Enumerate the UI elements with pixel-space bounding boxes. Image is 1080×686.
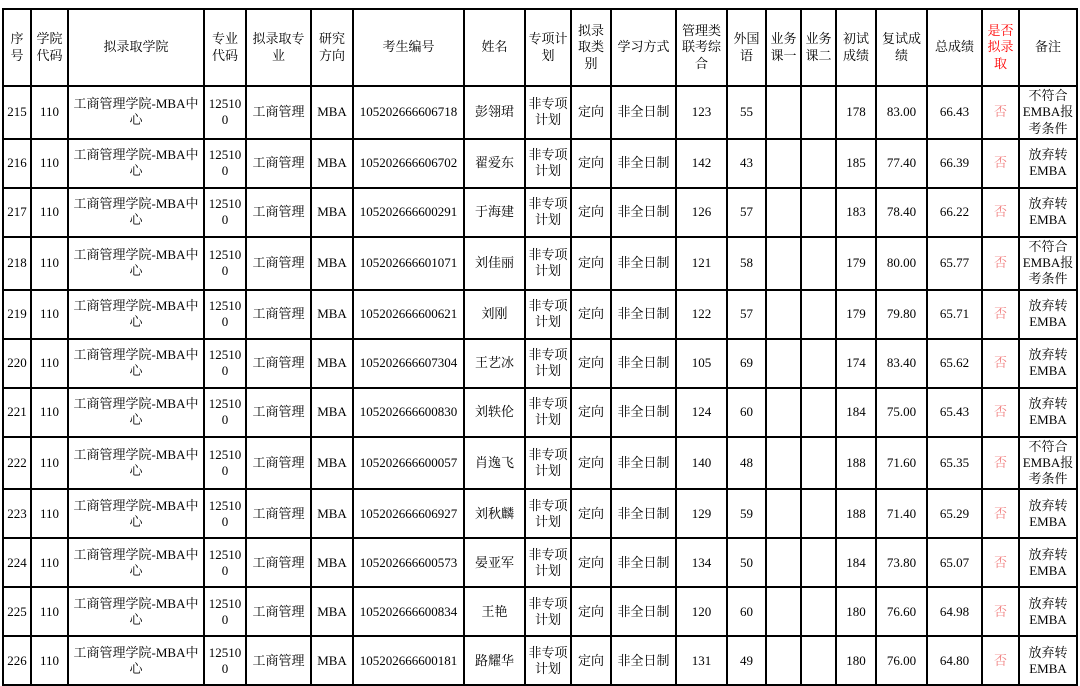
cell-candidate_no: 105202666600291 (353, 188, 464, 237)
cell-name: 刘佳丽 (464, 237, 525, 290)
cell-admitted: 否 (982, 587, 1019, 636)
cell-total_score: 64.80 (927, 636, 982, 685)
cell-college_code: 110 (31, 290, 68, 339)
cell-candidate_no: 105202666606718 (353, 86, 464, 139)
column-header-course2: 业务课二 (801, 9, 836, 86)
cell-admission_type: 定向 (571, 538, 611, 587)
cell-special_plan: 非专项计划 (525, 538, 571, 587)
cell-college: 工商管理学院-MBA中心 (68, 139, 204, 188)
column-header-college-code: 学院代码 (31, 9, 68, 86)
cell-study_mode: 非全日制 (611, 636, 676, 685)
cell-name: 路耀华 (464, 636, 525, 685)
cell-major_code: 125100 (204, 636, 246, 685)
cell-foreign_lang: 58 (727, 237, 766, 290)
cell-admitted: 否 (982, 86, 1019, 139)
cell-course1 (766, 538, 801, 587)
cell-major: 工商管理 (246, 437, 311, 490)
cell-college: 工商管理学院-MBA中心 (68, 437, 204, 490)
cell-major_code: 125100 (204, 237, 246, 290)
cell-special_plan: 非专项计划 (525, 139, 571, 188)
cell-candidate_no: 105202666600830 (353, 388, 464, 437)
cell-initial_score: 178 (836, 86, 876, 139)
cell-course1 (766, 188, 801, 237)
cell-foreign_lang: 69 (727, 339, 766, 388)
cell-candidate_no: 105202666600573 (353, 538, 464, 587)
cell-initial_score: 185 (836, 139, 876, 188)
cell-name: 王艳 (464, 587, 525, 636)
cell-foreign_lang: 60 (727, 388, 766, 437)
admission-results-table (2, 8, 1078, 686)
cell-mgmt_exam: 126 (676, 188, 727, 237)
cell-initial_score: 188 (836, 489, 876, 538)
cell-major: 工商管理 (246, 339, 311, 388)
cell-college_code: 110 (31, 437, 68, 490)
cell-admitted: 否 (982, 188, 1019, 237)
cell-retest_score: 76.00 (876, 636, 927, 685)
cell-direction: MBA (311, 339, 353, 388)
cell-remark: 不符合EMBA报考条件 (1019, 237, 1077, 290)
cell-index: 222 (3, 437, 31, 490)
cell-remark: 放弃转EMBA (1019, 139, 1077, 188)
cell-direction: MBA (311, 139, 353, 188)
cell-major_code: 125100 (204, 188, 246, 237)
cell-college_code: 110 (31, 636, 68, 685)
cell-foreign_lang: 43 (727, 139, 766, 188)
cell-study_mode: 非全日制 (611, 587, 676, 636)
table-body (3, 86, 1077, 685)
cell-candidate_no: 105202666606927 (353, 489, 464, 538)
cell-direction: MBA (311, 237, 353, 290)
cell-special_plan: 非专项计划 (525, 437, 571, 490)
cell-admitted: 否 (982, 489, 1019, 538)
column-header-major-code: 专业代码 (204, 9, 246, 86)
cell-mgmt_exam: 124 (676, 388, 727, 437)
column-header-admitted: 是否拟录取 (982, 9, 1019, 86)
table-row (3, 188, 1077, 237)
cell-index: 215 (3, 86, 31, 139)
cell-major: 工商管理 (246, 587, 311, 636)
cell-major_code: 125100 (204, 538, 246, 587)
cell-initial_score: 179 (836, 237, 876, 290)
cell-major: 工商管理 (246, 237, 311, 290)
cell-direction: MBA (311, 587, 353, 636)
cell-college: 工商管理学院-MBA中心 (68, 339, 204, 388)
table-row (3, 587, 1077, 636)
cell-admission_type: 定向 (571, 86, 611, 139)
cell-college_code: 110 (31, 339, 68, 388)
cell-retest_score: 76.60 (876, 587, 927, 636)
cell-mgmt_exam: 131 (676, 636, 727, 685)
cell-retest_score: 80.00 (876, 237, 927, 290)
cell-remark: 放弃转EMBA (1019, 388, 1077, 437)
cell-candidate_no: 105202666607304 (353, 339, 464, 388)
cell-special_plan: 非专项计划 (525, 188, 571, 237)
cell-special_plan: 非专项计划 (525, 489, 571, 538)
cell-admission_type: 定向 (571, 188, 611, 237)
cell-major_code: 125100 (204, 339, 246, 388)
cell-major_code: 125100 (204, 388, 246, 437)
column-header-admission-type: 拟录取类别 (571, 9, 611, 86)
cell-direction: MBA (311, 489, 353, 538)
cell-index: 226 (3, 636, 31, 685)
cell-direction: MBA (311, 188, 353, 237)
cell-special_plan: 非专项计划 (525, 86, 571, 139)
cell-admitted: 否 (982, 388, 1019, 437)
cell-admission_type: 定向 (571, 237, 611, 290)
cell-admitted: 否 (982, 237, 1019, 290)
cell-course2 (801, 437, 836, 490)
cell-retest_score: 79.80 (876, 290, 927, 339)
cell-index: 220 (3, 339, 31, 388)
cell-study_mode: 非全日制 (611, 188, 676, 237)
cell-total_score: 65.71 (927, 290, 982, 339)
cell-admitted: 否 (982, 538, 1019, 587)
cell-candidate_no: 105202666600057 (353, 437, 464, 490)
table-row (3, 636, 1077, 685)
cell-name: 晏亚军 (464, 538, 525, 587)
cell-mgmt_exam: 129 (676, 489, 727, 538)
cell-remark: 放弃转EMBA (1019, 587, 1077, 636)
cell-total_score: 66.22 (927, 188, 982, 237)
column-header-direction: 研究方向 (311, 9, 353, 86)
cell-foreign_lang: 49 (727, 636, 766, 685)
cell-direction: MBA (311, 86, 353, 139)
cell-admitted: 否 (982, 636, 1019, 685)
cell-initial_score: 174 (836, 339, 876, 388)
cell-retest_score: 77.40 (876, 139, 927, 188)
cell-special_plan: 非专项计划 (525, 587, 571, 636)
cell-foreign_lang: 60 (727, 587, 766, 636)
cell-foreign_lang: 57 (727, 290, 766, 339)
cell-total_score: 64.98 (927, 587, 982, 636)
cell-mgmt_exam: 121 (676, 237, 727, 290)
cell-total_score: 65.77 (927, 237, 982, 290)
cell-retest_score: 75.00 (876, 388, 927, 437)
cell-study_mode: 非全日制 (611, 489, 676, 538)
admission-table-sheet (2, 8, 1078, 686)
cell-foreign_lang: 59 (727, 489, 766, 538)
cell-admission_type: 定向 (571, 290, 611, 339)
column-header-foreign-lang: 外国语 (727, 9, 766, 86)
cell-candidate_no: 105202666601071 (353, 237, 464, 290)
cell-foreign_lang: 57 (727, 188, 766, 237)
cell-foreign_lang: 50 (727, 538, 766, 587)
cell-special_plan: 非专项计划 (525, 388, 571, 437)
cell-retest_score: 83.00 (876, 86, 927, 139)
cell-retest_score: 71.60 (876, 437, 927, 490)
cell-admitted: 否 (982, 290, 1019, 339)
cell-mgmt_exam: 122 (676, 290, 727, 339)
cell-candidate_no: 105202666600834 (353, 587, 464, 636)
cell-college_code: 110 (31, 489, 68, 538)
cell-course2 (801, 489, 836, 538)
column-header-initial-score: 初试成绩 (836, 9, 876, 86)
cell-college: 工商管理学院-MBA中心 (68, 538, 204, 587)
column-header-index: 序号 (3, 9, 31, 86)
table-row (3, 237, 1077, 290)
cell-college: 工商管理学院-MBA中心 (68, 388, 204, 437)
cell-course1 (766, 587, 801, 636)
cell-mgmt_exam: 105 (676, 339, 727, 388)
cell-candidate_no: 105202666606702 (353, 139, 464, 188)
cell-admission_type: 定向 (571, 437, 611, 490)
cell-study_mode: 非全日制 (611, 86, 676, 139)
cell-course2 (801, 86, 836, 139)
cell-course2 (801, 188, 836, 237)
cell-initial_score: 183 (836, 188, 876, 237)
cell-college_code: 110 (31, 86, 68, 139)
cell-total_score: 65.29 (927, 489, 982, 538)
cell-course1 (766, 139, 801, 188)
cell-total_score: 65.07 (927, 538, 982, 587)
cell-college: 工商管理学院-MBA中心 (68, 86, 204, 139)
table-row (3, 339, 1077, 388)
cell-college_code: 110 (31, 237, 68, 290)
column-header-major: 拟录取专业 (246, 9, 311, 86)
cell-name: 翟爱东 (464, 139, 525, 188)
cell-total_score: 65.43 (927, 388, 982, 437)
cell-initial_score: 188 (836, 437, 876, 490)
cell-admission_type: 定向 (571, 139, 611, 188)
cell-admission_type: 定向 (571, 339, 611, 388)
table-row (3, 290, 1077, 339)
cell-course2 (801, 636, 836, 685)
cell-major_code: 125100 (204, 489, 246, 538)
cell-college: 工商管理学院-MBA中心 (68, 636, 204, 685)
cell-direction: MBA (311, 290, 353, 339)
cell-course1 (766, 437, 801, 490)
cell-total_score: 66.43 (927, 86, 982, 139)
cell-name: 王艺冰 (464, 339, 525, 388)
cell-remark: 放弃转EMBA (1019, 290, 1077, 339)
cell-college_code: 110 (31, 587, 68, 636)
cell-course2 (801, 139, 836, 188)
cell-mgmt_exam: 123 (676, 86, 727, 139)
cell-college: 工商管理学院-MBA中心 (68, 489, 204, 538)
cell-index: 217 (3, 188, 31, 237)
cell-name: 刘刚 (464, 290, 525, 339)
cell-remark: 不符合EMBA报考条件 (1019, 437, 1077, 490)
cell-major_code: 125100 (204, 139, 246, 188)
table-row (3, 489, 1077, 538)
cell-course2 (801, 388, 836, 437)
cell-initial_score: 179 (836, 290, 876, 339)
cell-college_code: 110 (31, 188, 68, 237)
cell-name: 肖逸飞 (464, 437, 525, 490)
cell-special_plan: 非专项计划 (525, 339, 571, 388)
column-header-name: 姓名 (464, 9, 525, 86)
cell-total_score: 65.62 (927, 339, 982, 388)
cell-major: 工商管理 (246, 290, 311, 339)
table-row (3, 538, 1077, 587)
cell-college: 工商管理学院-MBA中心 (68, 290, 204, 339)
cell-major: 工商管理 (246, 188, 311, 237)
cell-major_code: 125100 (204, 290, 246, 339)
cell-mgmt_exam: 142 (676, 139, 727, 188)
column-header-course1: 业务课一 (766, 9, 801, 86)
cell-admission_type: 定向 (571, 388, 611, 437)
cell-course1 (766, 489, 801, 538)
table-row (3, 86, 1077, 139)
cell-mgmt_exam: 140 (676, 437, 727, 490)
cell-index: 219 (3, 290, 31, 339)
cell-study_mode: 非全日制 (611, 339, 676, 388)
cell-study_mode: 非全日制 (611, 290, 676, 339)
cell-study_mode: 非全日制 (611, 237, 676, 290)
cell-candidate_no: 105202666600181 (353, 636, 464, 685)
cell-index: 223 (3, 489, 31, 538)
cell-major: 工商管理 (246, 86, 311, 139)
cell-remark: 放弃转EMBA (1019, 188, 1077, 237)
cell-initial_score: 184 (836, 388, 876, 437)
cell-name: 刘轶伦 (464, 388, 525, 437)
cell-study_mode: 非全日制 (611, 437, 676, 490)
cell-admission_type: 定向 (571, 587, 611, 636)
column-header-mgmt-exam: 管理类联考综合 (676, 9, 727, 86)
cell-special_plan: 非专项计划 (525, 636, 571, 685)
cell-mgmt_exam: 120 (676, 587, 727, 636)
cell-course1 (766, 388, 801, 437)
column-header-special-plan: 专项计划 (525, 9, 571, 86)
cell-course2 (801, 290, 836, 339)
cell-name: 彭翎珺 (464, 86, 525, 139)
cell-foreign_lang: 55 (727, 86, 766, 139)
cell-major_code: 125100 (204, 86, 246, 139)
cell-college_code: 110 (31, 139, 68, 188)
cell-remark: 放弃转EMBA (1019, 339, 1077, 388)
table-row (3, 437, 1077, 490)
cell-major: 工商管理 (246, 538, 311, 587)
cell-college_code: 110 (31, 388, 68, 437)
header-row (3, 9, 1077, 86)
table-row (3, 388, 1077, 437)
cell-admitted: 否 (982, 339, 1019, 388)
cell-course2 (801, 237, 836, 290)
cell-index: 218 (3, 237, 31, 290)
cell-major: 工商管理 (246, 388, 311, 437)
cell-retest_score: 71.40 (876, 489, 927, 538)
column-header-study-mode: 学习方式 (611, 9, 676, 86)
cell-course2 (801, 587, 836, 636)
cell-admitted: 否 (982, 437, 1019, 490)
cell-direction: MBA (311, 437, 353, 490)
cell-index: 225 (3, 587, 31, 636)
cell-major: 工商管理 (246, 139, 311, 188)
cell-course1 (766, 636, 801, 685)
table-row (3, 139, 1077, 188)
column-header-college: 拟录取学院 (68, 9, 204, 86)
cell-candidate_no: 105202666600621 (353, 290, 464, 339)
cell-index: 221 (3, 388, 31, 437)
column-header-total-score: 总成绩 (927, 9, 982, 86)
cell-college: 工商管理学院-MBA中心 (68, 237, 204, 290)
cell-college_code: 110 (31, 538, 68, 587)
cell-course1 (766, 86, 801, 139)
cell-study_mode: 非全日制 (611, 538, 676, 587)
cell-course2 (801, 538, 836, 587)
cell-total_score: 66.39 (927, 139, 982, 188)
cell-initial_score: 180 (836, 587, 876, 636)
cell-retest_score: 73.80 (876, 538, 927, 587)
cell-course1 (766, 290, 801, 339)
cell-admitted: 否 (982, 139, 1019, 188)
cell-index: 224 (3, 538, 31, 587)
cell-initial_score: 184 (836, 538, 876, 587)
cell-college: 工商管理学院-MBA中心 (68, 587, 204, 636)
cell-direction: MBA (311, 388, 353, 437)
column-header-retest-score: 复试成绩 (876, 9, 927, 86)
cell-college: 工商管理学院-MBA中心 (68, 188, 204, 237)
cell-name: 于海建 (464, 188, 525, 237)
cell-remark: 放弃转EMBA (1019, 636, 1077, 685)
cell-name: 刘秋麟 (464, 489, 525, 538)
cell-remark: 放弃转EMBA (1019, 538, 1077, 587)
cell-major: 工商管理 (246, 636, 311, 685)
cell-study_mode: 非全日制 (611, 139, 676, 188)
cell-retest_score: 83.40 (876, 339, 927, 388)
cell-direction: MBA (311, 636, 353, 685)
cell-special_plan: 非专项计划 (525, 290, 571, 339)
cell-course2 (801, 339, 836, 388)
cell-study_mode: 非全日制 (611, 388, 676, 437)
column-header-candidate-no: 考生编号 (353, 9, 464, 86)
cell-foreign_lang: 48 (727, 437, 766, 490)
cell-mgmt_exam: 134 (676, 538, 727, 587)
cell-remark: 不符合EMBA报考条件 (1019, 86, 1077, 139)
cell-major_code: 125100 (204, 587, 246, 636)
cell-course1 (766, 339, 801, 388)
cell-total_score: 65.35 (927, 437, 982, 490)
cell-admission_type: 定向 (571, 636, 611, 685)
cell-direction: MBA (311, 538, 353, 587)
cell-major: 工商管理 (246, 489, 311, 538)
cell-special_plan: 非专项计划 (525, 237, 571, 290)
cell-admission_type: 定向 (571, 489, 611, 538)
cell-course1 (766, 237, 801, 290)
cell-initial_score: 180 (836, 636, 876, 685)
column-header-remark: 备注 (1019, 9, 1077, 86)
cell-remark: 放弃转EMBA (1019, 489, 1077, 538)
cell-retest_score: 78.40 (876, 188, 927, 237)
cell-major_code: 125100 (204, 437, 246, 490)
cell-index: 216 (3, 139, 31, 188)
